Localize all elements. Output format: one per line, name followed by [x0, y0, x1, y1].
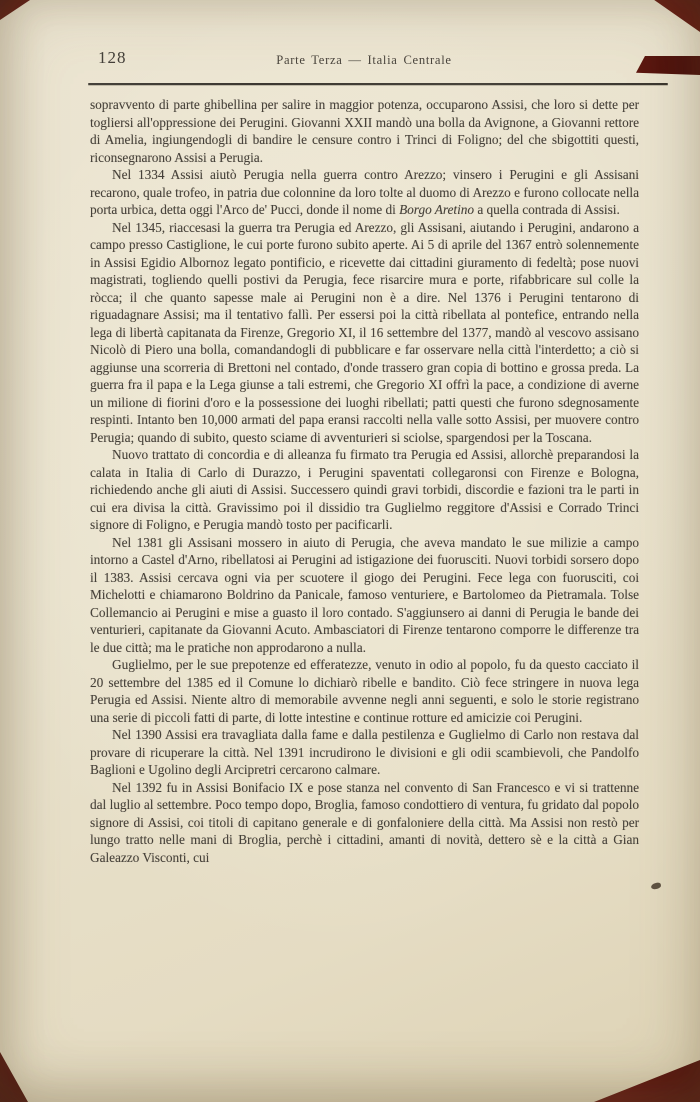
- paragraph: [90, 446, 639, 534]
- running-header-title: Parte Terza — Italia Centrale: [276, 53, 452, 67]
- text-run: a quella contrada di Assisi.: [474, 202, 620, 217]
- text-run: sopravvento di parte ghibellina per salire in maggior potenza, occuparono Assisi, che loro si dette per togliersi all'oppressione dei Perugini. Giovanni XXII mandò una bolla da Avignone, a Giovanni rettore di Amelia, ingiungendogli di bandire le censure contro i Trinci di Foligno; del che sbigottiti questi, riconsegnarono Assisi a Perugia.: [90, 97, 639, 165]
- text-run: Nel 1381 gli Assisani mossero in aiuto di Perugia, che aveva mandato le sue milizie a campo intorno a Castel d'Arno, ribellatosi ai Perugini ad istigazione dei fuorusciti. Nuovi torbidi sorsero dopo il 1383. Assisi cercava ogni via per scuotere il giogo dei Perugini. Fece lega con fuorusciti, coi Michelotti e chiamarono Boldrino da Panicale, famoso venturiere, e Bartolomeo da Pietramala. Tolse Collemancio ai Perugini e mise a guasto il loro contado. S'aggiunsero ai danni di Perugia le bande dei venturieri, capitanate da Giovanni Acuto. Ambasciatori di Firenze tentarono comporre le differenze tra le due città; ma le pratiche non approdarono a nulla.: [90, 534, 639, 655]
- paragraph: [90, 96, 639, 166]
- scan-corner-artifact-bottom-right: [594, 1060, 700, 1102]
- paragraph: [90, 534, 639, 657]
- scan-corner-artifact-top-left: [0, 0, 30, 20]
- text-run: Guglielmo, per le sue prepotenze ed efferatezze, venuto in odio al popolo, fu da questo cacciato il 20 settembre del 1385 ed il Comune lo dichiarò ribelle e bandito. Ciò fece stringere in nuova lega Perugia ed Assisi. Niente altro di memorabile avvenne negli anni seguenti, e solo le storie registrano una serie di piccoli fatti di parte, di lotte intestine e continue rotture ed amicizie coi Perugini.: [90, 657, 639, 725]
- text-run: Nuovo trattato di concordia e di alleanza fu firmato tra Perugia ed Assisi, allorchè preparandosi la calata in Italia di Carlo di Durazzo, i Perugini spaventati collegaronsi con Firenze e Bologna, richiedendo anche gli aiuti di Assisi. Successero quindi gravi torbidi, discordie e fazioni tra le parti in cui era divisa la città. Gravissimo poi il dissidio tra Guglielmo reggitore d'Assisi e Corrado Trinci signore di Foligno, e Perugia mandò tosto per pacificarli.: [90, 447, 639, 532]
- text-run: Nel 1345, riaccesasi la guerra tra Perugia ed Arezzo, gli Assisani, aiutando i Perugini, andarono a campo presso Castiglione, le cui porte furono subito aperte. Ai 5 di aprile del 1367 entrò solennemente in Assisi Egidio Albornoz legato pontificio, e ricevette dai cittadini giuramento di fedeltà; pose nuovi magistrati, togliendo quelli postivi da Perugia, fece risarcire mura e porte, rifabbricare sul colle la ròcca; il che quanto sapesse male ai Perugini non è a dire. Nel 1376 i Perugini tentarono di riguadagnare Assisi; ma il tentativo fallì. Per essersi poi la città ribellata al pontefice, entrando nella lega di libertà capitanata da Firenze, Gregorio XI, il 16 settembre del 1377, mandò al vescovo assisano Nicolò di Piero una bolla, comandandogli di pubblicare e far osservare nella città l'interdetto; a ciò si aggiunse una scorreria di Brettoni nel contado, d'onde trassero gran copia di bottino e grossa preda. La guerra fra il papa e la Lega giunse a tali estremi, che Gregorio XI offrì la pace, a condizione di averne un milione di fiorini d'oro e la possessione dei luoghi ribellati; patti questi che furono sdegnosamente respinti. Intanto ben 10,000 armati del papa eransi raccolti nella valle sotto Assisi, per muovere contro Perugia; quando di subito, questo sciame di avventurieri si sciolse, spargendosi per la Toscana.: [90, 219, 639, 445]
- paragraph: [90, 656, 639, 726]
- scan-edge-artifact-right: [636, 56, 700, 75]
- ink-smudge-artifact: [650, 882, 661, 890]
- paragraph: [90, 726, 639, 779]
- text-run-italic: Borgo Aretino: [399, 202, 475, 217]
- text-block: [90, 96, 639, 866]
- text-run: Nel 1334 Assisi aiutò Perugia nella guerra contro Arezzo; vinsero i Perugini e gli Assisani recarono, quale trofeo, in patria due colonnine da loro tolte al duomo di Arezzo e furono collocate nella porta urbica, detta oggi l'Arco de' Pucci, donde il nome di: [90, 167, 639, 217]
- text-run: Nel 1390 Assisi era travagliata dalla fame e dalla pestilenza e Guglielmo di Carlo non restava dal provare di ricuperare la città. Nel 1391 incrudirono le divisioni e gli odii scambievoli, che Pandolfo Baglioni e Ugolino degli Arcipretri cercarono calmare.: [90, 727, 639, 777]
- text-run: Nel 1392 fu in Assisi Bonifacio IX e pose stanza nel convento di San Francesco e vi si trattenne dal luglio al settembre. Poco tempo dopo, Broglia, famoso condottiero di ventura, fu gridato dal popolo signore di Assisi, coi titoli di capitano generale e di gonfaloniere della città. Ma Assisi non restò per lungo tratto nelle mani di Broglia, perchè i cittadini, amanti di novità, dettero sè e la città a Gian Galeazzo Visconti, cui: [90, 779, 639, 865]
- paragraph: [90, 219, 639, 447]
- header-rule: [88, 83, 668, 85]
- paragraph: [90, 779, 639, 867]
- scan-corner-artifact-bottom-left: [0, 1052, 28, 1102]
- paragraph: [90, 166, 639, 219]
- scan-corner-artifact-top-right: [648, 0, 700, 32]
- page-number: 128: [98, 48, 127, 67]
